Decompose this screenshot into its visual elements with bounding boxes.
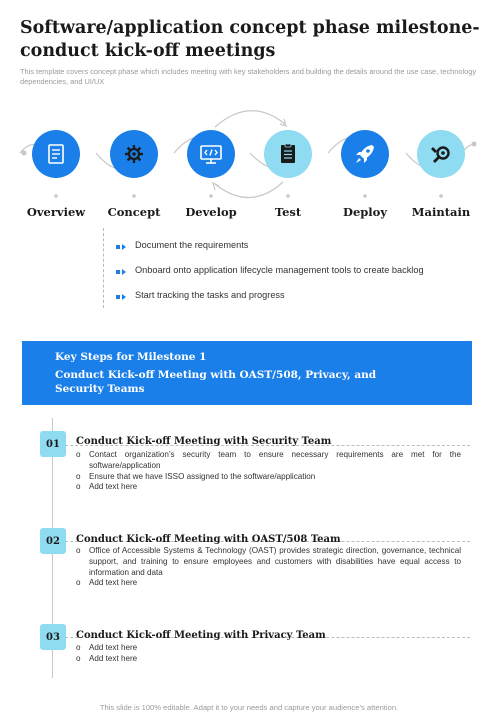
page-title: Software/application concept phase milestone- conduct kick-off meetings: [20, 18, 480, 61]
list-item: o Ensure that we have ISSO assigned to the software/application: [76, 471, 316, 481]
phase-label-maintain: Maintain: [411, 205, 471, 219]
phase-concept-circle: [110, 130, 158, 178]
banner-subheading: Conduct Kick-off Meeting with OAST/508, Privacy, and Security Teams: [55, 369, 377, 395]
step-number-badge: 02: [40, 528, 66, 554]
milestone-banner: [22, 341, 472, 405]
banner-heading: Key Steps for Milestone 1: [55, 351, 207, 363]
step-title: Conduct Kick-off Meeting with OAST/508 Team: [76, 534, 341, 545]
phase-label-overview: Overview: [26, 205, 86, 219]
list-item: o Add text here: [76, 643, 138, 652]
phase-label-develop: Develop: [185, 205, 237, 219]
bullet-connector-line: [103, 228, 104, 308]
list-item: o Add text here: [76, 653, 138, 663]
phase-test-circle: [264, 130, 312, 178]
document-icon: [43, 141, 69, 167]
step-title: Conduct Kick-off Meeting with Privacy Team: [76, 630, 326, 641]
page-subtitle: This template covers concept phase which includes meeting with key stakeholders and building the details around the use case, technology dependencies, and UI/UX: [20, 67, 477, 86]
step-number-badge: 01: [40, 431, 66, 457]
code-monitor-icon: [198, 141, 224, 167]
phase-deploy-circle: [341, 130, 389, 178]
step-number-badge: 03: [40, 624, 66, 650]
phase-develop-circle: [187, 130, 235, 178]
rocket-icon: [352, 141, 378, 167]
list-item: o Office of Accessible Systems & Technology (OAST) provides strategic direction, governance, technical support, and training to ensure employees and customers with disabilities have equal access to information and data: [76, 546, 461, 577]
phase-label-concept: Concept: [107, 205, 161, 219]
phase-overview-circle: [32, 130, 80, 178]
arrow-bullet-icon: [116, 294, 126, 300]
list-item: o Add text here: [76, 482, 138, 492]
tools-icon: [428, 141, 454, 167]
checklist-icon: [275, 141, 301, 167]
list-item: o Contact organization’s security team to ensure necessary requirements are met for the software/application: [76, 450, 461, 470]
step-items: [76, 546, 461, 589]
list-item: o Add text here: [76, 578, 138, 588]
phase-label-deploy: Deploy: [342, 205, 388, 219]
step-title: Conduct Kick-off Meeting with Security Team: [76, 436, 332, 447]
step-items: [76, 450, 461, 493]
arrow-bullet-icon: [116, 244, 126, 250]
arrow-bullet-icon: [116, 269, 126, 275]
phase-label-test: Test: [274, 205, 302, 219]
gear-cluster-icon: [121, 141, 147, 167]
phase-maintain-circle: [417, 130, 465, 178]
footer-note: This slide is 100% editable. Adapt it to your needs and capture your audience’s attention.: [99, 703, 399, 712]
step-items: [76, 643, 461, 665]
